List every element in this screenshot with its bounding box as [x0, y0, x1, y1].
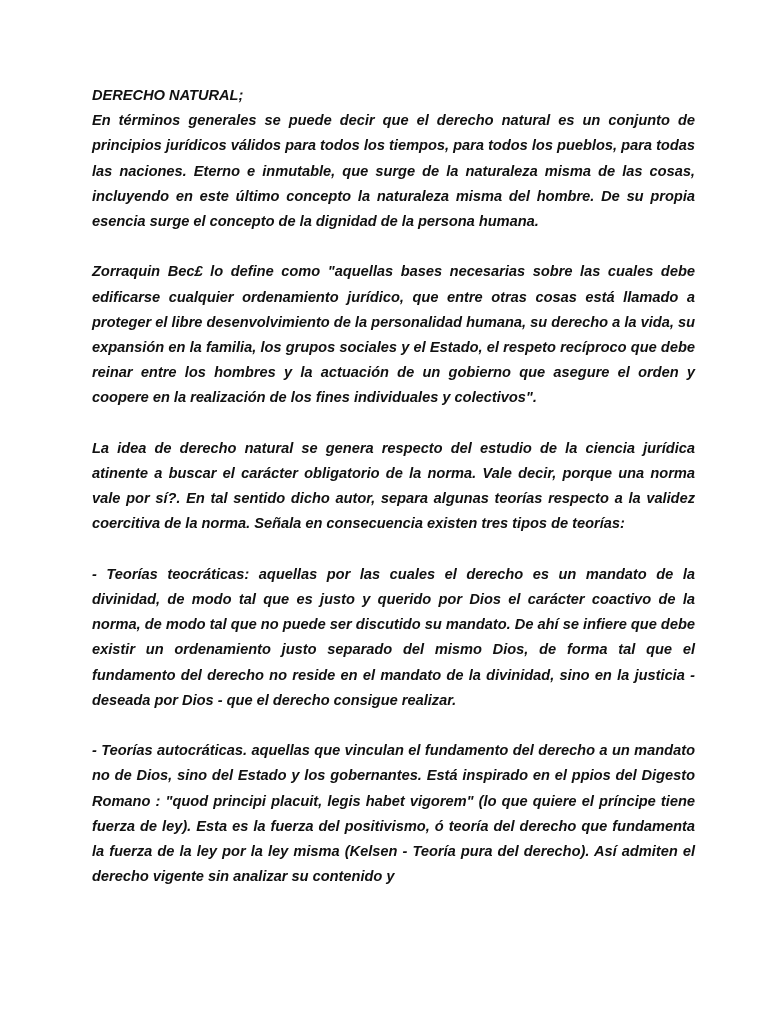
- paragraph-spacer: [92, 235, 695, 260]
- paragraph-spacer: [92, 538, 695, 563]
- paragraph-spacer: [92, 412, 695, 437]
- paragraph-zorraquin-quote: Zorraquin Bec£ lo define como "aquellas bases necesarias sobre las cuales debe edificarse cualquier ordenamiento jurídico, que entre otras cosas está llamado a proteger el libre desenvolvimiento de la personalidad humana, su derecho a la vida, su expansión en la familia, los grupos sociales y el Estado, el respeto recíproco que debe reinar entre los hombres y la actuación de un gobierno que asegure el orden y coopere en la realización de los fines individuales y colectivos".: [92, 264, 695, 407]
- paragraph-autocraticas: - Teorías autocráticas. aquellas que vinculan el fundamento del derecho a un mandato no de Dios, sino del Estado y los gobernantes. Está inspirado en el ppios del Digesto Romano : "quod principi placuit, legis habet vigorem" (lo que quiere el príncipe tiene fuerza de ley). Esta es la fuerza del positivismo, ó teoría del derecho que fundamenta la fuerza de la ley por la ley misma (Kelsen - Teoría pura del derecho). Así admiten el derecho vigente sin analizar su contenido y: [92, 743, 695, 886]
- document-page: [92, 84, 695, 890]
- paragraph-definition: En términos generales se puede decir que el derecho natural es un conjunto de principios jurídicos válidos para todos los tiempos, para todos los pueblos, para todas las naciones. Eterno e inmutable, que surge de la naturaleza misma de las cosas, incluyendo en este último concepto la naturaleza misma del hombre. De su propia esencia surge el concepto de la dignidad de la persona humana.: [92, 113, 695, 231]
- document-title: DERECHO NATURAL;: [92, 88, 244, 104]
- paragraph-idea: La idea de derecho natural se genera respecto del estudio de la ciencia jurídica atinente a buscar el carácter obligatorio de la norma. Vale decir, porque una norma vale por sí?. En tal sentido dicho autor, separa algunas teorías respecto a la validez coercitiva de la norma. Señala en consecuencia existen tres tipos de teorías:: [92, 440, 695, 533]
- paragraph-spacer: [92, 714, 695, 739]
- paragraph-teocraticas: - Teorías teocráticas: aquellas por las cuales el derecho es un mandato de la divinidad, de modo tal que es justo y querido por Dios el carácter coactivo de la norma, de modo tal que no puede ser discutido su mandato. De ahí se infiere que debe existir un ordenamiento justo separado del mismo Dios, de forma tal que el fundamento del derecho no reside en el mandato de la divinidad, sino en la justicia - deseada por Dios - que el derecho consigue realizar.: [92, 566, 695, 709]
